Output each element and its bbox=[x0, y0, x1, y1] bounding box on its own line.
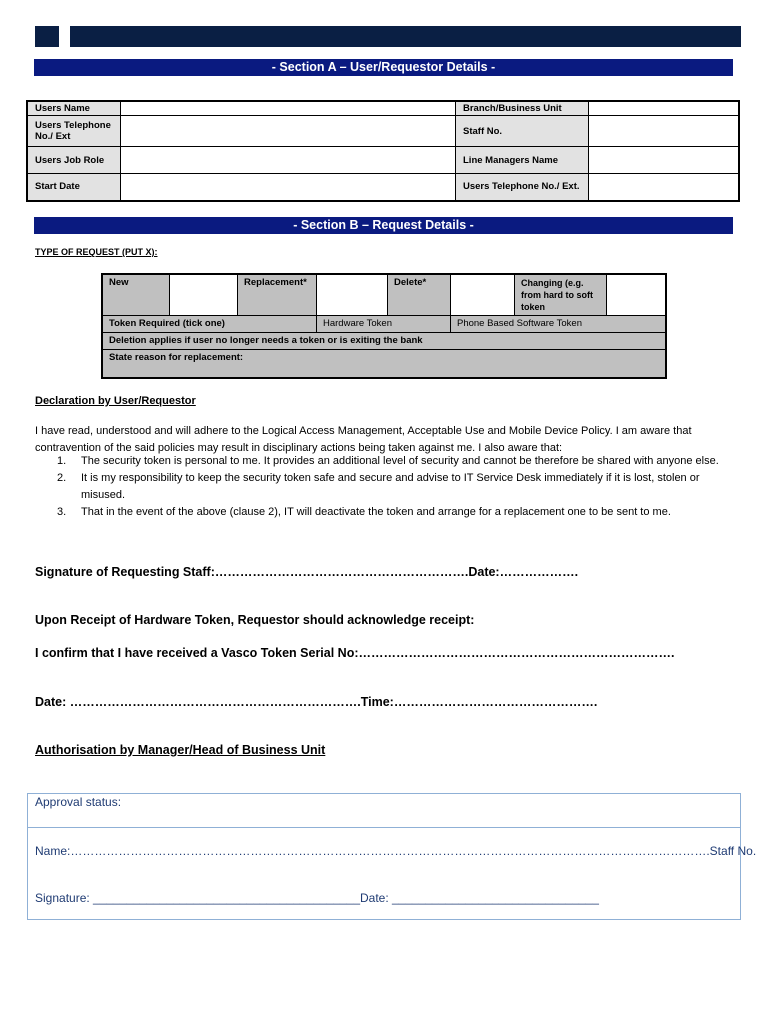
replacement-reason-field[interactable]: State reason for replacement: bbox=[102, 350, 666, 378]
token-required-label: Token Required (tick one) bbox=[102, 316, 317, 333]
header-logo-block bbox=[35, 26, 59, 47]
option-changing: Changing (e.g. from hard to soft token bbox=[521, 278, 593, 312]
software-token-option[interactable]: Phone Based Software Token bbox=[451, 316, 667, 333]
manager-name-line[interactable]: Name:…………………………………………………………………………………………………………………………………………….Staff No. bbox=[35, 844, 757, 858]
checkbox-new[interactable] bbox=[170, 274, 238, 316]
list-item: 3. That in the event of the above (clause 2), IT will deactivate the token and arrange for a replacement one to be sent to me. bbox=[57, 506, 671, 518]
section-a-header: - Section A – User/Requestor Details - bbox=[34, 59, 733, 76]
request-details-table bbox=[101, 273, 667, 379]
receipt-heading: Upon Receipt of Hardware Token, Requestor should acknowledge receipt: bbox=[35, 613, 475, 627]
field-staff-no[interactable] bbox=[589, 116, 740, 147]
field-users-telephone-2[interactable] bbox=[589, 174, 740, 201]
checkbox-changing[interactable] bbox=[607, 274, 667, 316]
label-users-name: Users Name bbox=[27, 101, 121, 116]
deletion-note: Deletion applies if user no longer needs a token or is exiting the bank bbox=[102, 333, 666, 350]
header-bar bbox=[70, 26, 741, 47]
label-users-telephone: Users Telephone No./ Ext bbox=[27, 116, 121, 147]
checkbox-replacement[interactable] bbox=[317, 274, 388, 316]
label-staff-no: Staff No. bbox=[456, 116, 589, 147]
list-item: 2. It is my responsibility to keep the security token safe and secure and advise to IT Service Desk immediately if it is lost, stolen or misused. bbox=[57, 472, 700, 501]
label-start-date: Start Date bbox=[27, 174, 121, 201]
section-b-header: - Section B – Request Details - bbox=[34, 217, 733, 234]
option-delete: Delete* bbox=[388, 274, 451, 316]
signature-requesting-staff-line[interactable]: Signature of Requesting Staff:…………………………………………………….Date:………………. bbox=[35, 565, 579, 579]
label-branch: Branch/Business Unit bbox=[456, 101, 589, 116]
field-branch[interactable] bbox=[589, 101, 740, 116]
approval-status-row bbox=[28, 794, 740, 828]
declaration-heading: Declaration by User/Requestor bbox=[35, 395, 196, 407]
section-a-table bbox=[26, 100, 740, 202]
serial-number-line[interactable]: I confirm that I have received a Vasco Token Serial No:…………………………………………………………………. bbox=[35, 646, 675, 660]
label-users-telephone-2: Users Telephone No./ Ext. bbox=[456, 174, 589, 201]
manager-signature-line[interactable]: Signature: ________________________________________Date: _______________________________ bbox=[35, 891, 599, 905]
hardware-token-option[interactable]: Hardware Token bbox=[317, 316, 451, 333]
approval-box bbox=[27, 793, 757, 920]
field-start-date[interactable] bbox=[121, 174, 456, 201]
authorisation-heading: Authorisation by Manager/Head of Business Unit bbox=[35, 743, 326, 757]
list-item: 1. The security token is personal to me. It provides an additional level of security and cannot be therefore be shared with anyone else. bbox=[57, 455, 719, 467]
label-job-role: Users Job Role bbox=[27, 147, 121, 174]
option-new: New bbox=[102, 274, 170, 316]
option-replacement: Replacement* bbox=[238, 274, 317, 316]
approval-status-label[interactable]: Approval status: bbox=[35, 795, 122, 809]
field-line-manager[interactable] bbox=[589, 147, 740, 174]
declaration-intro: I have read, understood and will adhere to the Logical Access Management, Acceptable Use and Mobile Device Policy. I am aware that contravention of the said policies may result in disciplinary actions being taken against me. I also aware that: bbox=[35, 425, 692, 454]
type-of-request-label: TYPE OF REQUEST (PUT X): bbox=[35, 247, 158, 257]
declaration-list bbox=[57, 453, 737, 521]
date-time-line[interactable]: Date: …………………………………………………………….Time:…………………………………………. bbox=[35, 695, 598, 709]
checkbox-delete[interactable] bbox=[451, 274, 515, 316]
field-users-name[interactable] bbox=[121, 101, 456, 116]
field-users-telephone[interactable] bbox=[121, 116, 456, 147]
field-job-role[interactable] bbox=[121, 147, 456, 174]
label-line-manager: Line Managers Name bbox=[456, 147, 589, 174]
